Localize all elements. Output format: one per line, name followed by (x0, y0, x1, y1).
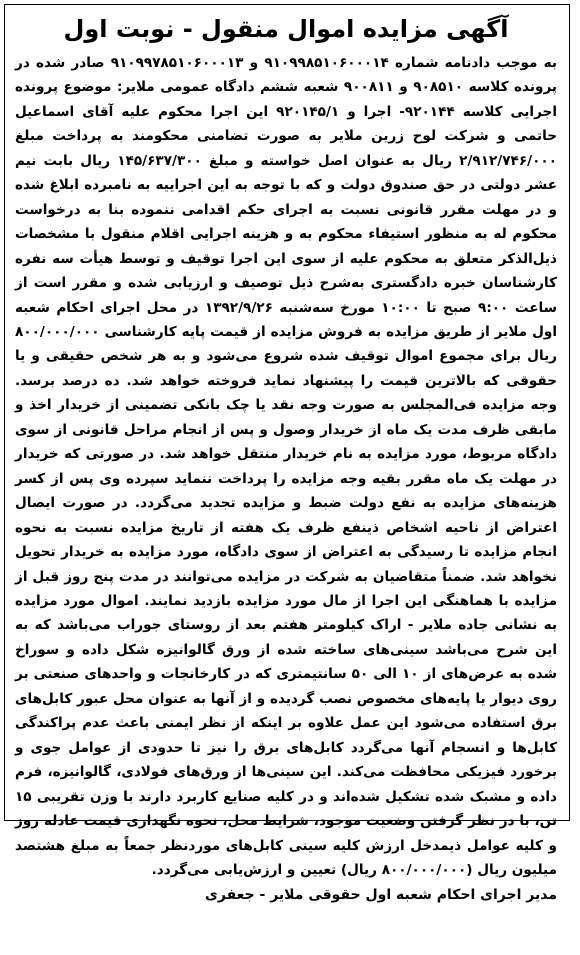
auction-notice (4, 4, 570, 904)
notice-signature: مدیر اجرای احکام شعبه اول حقوقی ملایر - جعفری (205, 887, 557, 904)
notice-body: به موجب دادنامه شماره ۹۱۰۹۹۸۵۱۰۶۰۰۰۱۴ و ۹۱۰۹۹۷۸۵۱۰۶۰۰۰۱۳ صادر شده در پرونده کلاسه ۹۰۸۵۱۰ و ۹۰۰۸۱۱ شعبه ششم دادگاه عمومی ملایر: موضوع پرونده اجرایی کلاسه ۹۲۰۱۴۴- اجرا و ۹۲۰۱۴۵/۱ این اجرا محکوم علیه آقای اسماعیل حاتمی و شرکت لوح زرین ملایر به صورت تضامنی محکومند به پرداخت مبلغ ۲/۹۱۲/۷۴۶/۰۰۰ ریال به عنوان اصل خواسته و مبلغ ۱۴۵/۶۳۷/۳۰۰ ریال بابت نیم عشر دولتی در حق صندوق دولت و که با توجه به این اجراییه به نامبرده ابلاغ شده و در مهلت مقرر قانونی نسبت به اجرای حکم اقدامی ننموده بنا به درخواست محکوم له به منظور استیفاء محکوم به و هزینه اجرایی اقلام منقول با مشخصات ذیل‌الذکر متعلق به محکوم علیه از سوی این اجرا توقیف و توسط هیأت سه نفره کارشناسان خبره دادگستری به‌شرح ذیل توصیف و ارزیابی شده و مقرر است از ساعت ۹:۰۰ صبح تا ۱۰:۰۰ مورخ سه‌شنبه ۱۳۹۲/۹/۲۶ در محل اجرای احکام شعبه اول ملایر از طریق مزایده به فروش مزایده از قیمت پایه کارشناسی ۸۰۰/۰۰۰/۰۰۰ ریال برای مجموع اموال توقیف شده شروع می‌شود و به هر شخص حقیقی و یا حقوقی که بالاترین قیمت را پیشنهاد نماید فروخته خواهد شد. ده درصد برسد. وجه مزایده فی‌المجلس به صورت وجه نقد یا چک بانکی تضمینی از خریدار اخذ و مابقی ظرف مدت یک ماه از خریدار وصول و پس از انجام مراحل قانونی از سوی دادگاه مربوط، مورد مزایده به نام خریدار منتقل خواهد شد. در صورتی که خریدار در مهلت یک ماه مقرر بقیه وجه مزایده را پرداخت ننماید سپرده وی پس از کسر هزینه‌های مزایده به نفع دولت ضبط و مزایده تجدید می‌گردد. در صورت ایصال اعتراض از ناحیه اشخاص ذینفع ظرف یک هفته از تاریخ مزایده نسبت به نحوه انجام مزایده تا رسیدگی به اعتراض از سوی دادگاه، مورد مزایده به خریدار تحویل نخواهد شد. ضمناً متقاضیان به شرکت در مزایده می‌توانند در مدت پنج روز قبل از مزایده با هماهنگی این اجرا از مال مورد مزایده بازدید نمایند. اموال مورد مزایده به نشانی جاده ملایر - اراک کیلومتر هفتم بعد از روستای جوراب می‌باشد که به این شرح می‌باشد سینی‌های ساخته شده از ورق گالوانیزه شکل داده و سوراخ شده به عرض‌های از ۱۰ الی ۵۰ سانتیمتری که در کارخانجات و واحدهای صنعتی بر روی دیوار یا پایه‌های مخصوص نصب گردیده و از آنها به عنوان محل عبور کابل‌های برق استفاده می‌شود این عمل علاوه بر اینکه از نظر ایمنی باعث عدم پراکندگی کابل‌ها و انسجام آنها می‌گردد کابل‌های برق را نیز تا حدودی از عوامل جوی و برخورد فیزیکی محافظت می‌کند. این سینی‌ها از ورق‌های فولادی، گالوانیزه، فرم داده و مشبک شده تشکیل شده‌اند و در کلیه صنایع کاربرد دارند با وزن تقریبی ۱۵ تن، با در نظر گرفتن وضعیت موجود، شرایط محل، نحوه نگهداری قیمت عادله روز و کلیه عوامل ذیمدخل ارزش کلیه سینی کابل‌های موردنظر جمعاً به مبلغ هشتصد میلیون ریال (۸۰۰/۰۰۰/۰۰۰ ریال) تعیین و ارزش‌یابی می‌گردد. (15, 55, 558, 878)
notice-title: آگهی مزایده اموال منقول - نوبت اول (63, 15, 509, 43)
